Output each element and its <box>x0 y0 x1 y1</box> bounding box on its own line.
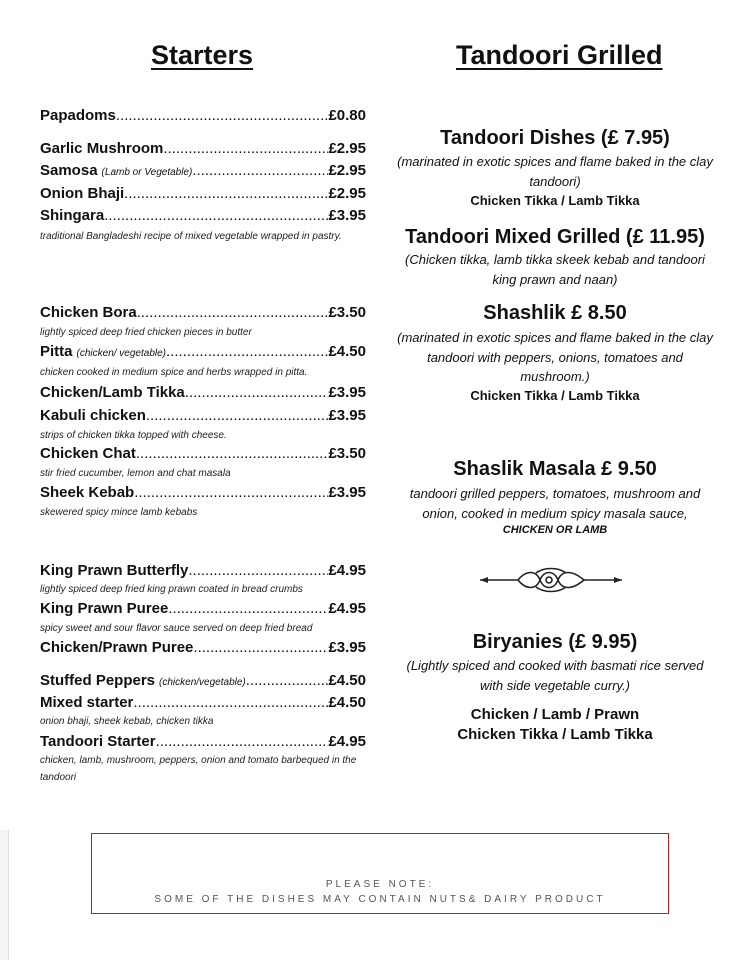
item-price: £4.95 <box>328 733 366 750</box>
item-name: Samosa <box>40 162 98 179</box>
dish-title: Shashlik £ 8.50 <box>483 302 627 324</box>
menu-item <box>40 343 366 360</box>
item-name: Garlic Mushroom <box>40 140 164 157</box>
dish-title: Shaslik Masala £ 9.50 <box>453 458 657 480</box>
biryani-title: Biryanies (£ 9.95) <box>472 631 638 653</box>
item-price: £2.95 <box>328 162 366 179</box>
notice-text: SOME OF THE DISHES MAY CONTAIN NUTS& DAIRY PRODUCT <box>154 894 606 905</box>
dish-options: CHICKEN OR LAMB <box>502 524 608 536</box>
dish-description: tandoori grilled peppers, tomatoes, mushroom and onion, cooked in medium spicy masala sauce, <box>409 486 701 521</box>
allergy-notice-box <box>91 833 669 914</box>
item-note: (chicken/ vegetable) <box>76 348 167 359</box>
item-description: spicy sweet and sour flavor sauce served on deep fried bread <box>40 623 313 634</box>
item-name: King Prawn Puree <box>40 600 169 617</box>
menu-item <box>40 162 366 179</box>
menu-item <box>40 140 366 157</box>
item-name: Chicken Chat <box>40 445 136 462</box>
tandoori-heading: Tandoori Grilled <box>456 40 663 70</box>
page-edge <box>0 830 9 960</box>
item-price: £4.95 <box>328 600 366 617</box>
starters-heading: Starters <box>151 40 254 70</box>
item-price: £3.95 <box>328 384 366 401</box>
item-price: £4.95 <box>328 562 366 579</box>
menu-item <box>40 304 366 321</box>
menu-item <box>40 185 366 202</box>
item-description: skewered spicy mince lamb kebabs <box>40 507 198 518</box>
item-name: Tandoori Starter <box>40 733 156 750</box>
item-name: Chicken/Prawn Puree <box>40 639 194 656</box>
dish-description: (marinated in exotic spices and flame baked in the clay tandoori with peppers, onions, tomatoes and mushroom.) <box>397 330 713 384</box>
item-price: £3.95 <box>328 407 366 424</box>
dish-description: (marinated in exotic spices and flame baked in the clay tandoori) <box>397 154 713 189</box>
item-name: Kabuli chicken <box>40 407 146 424</box>
item-name: Pitta <box>40 343 73 360</box>
item-description: strips of chicken tikka topped with cheese. <box>40 430 227 441</box>
item-description: lightly spiced deep fried king prawn coated in bread crumbs <box>40 584 303 595</box>
item-note: (chicken/vegetable) <box>159 677 246 688</box>
item-price: £4.50 <box>328 343 366 360</box>
item-name: Shingara <box>40 207 105 224</box>
menu-item <box>40 407 366 424</box>
biryani-description: (Lightly spiced and cooked with basmati rice served with side vegetable curry.) <box>406 658 704 693</box>
item-name: Mixed starter <box>40 694 134 711</box>
item-price: £3.95 <box>328 639 366 656</box>
item-name: Sheek Kebab <box>40 484 135 501</box>
ornament-divider-icon <box>478 565 624 595</box>
item-name: Stuffed Peppers <box>40 672 156 689</box>
menu-item <box>40 484 366 501</box>
menu-item <box>40 562 366 579</box>
menu-item <box>40 107 366 124</box>
item-description: onion bhaji, sheek kebab, chicken tikka <box>40 716 214 727</box>
item-note: (Lamb or Vegetable) <box>101 167 193 178</box>
menu-item <box>40 207 366 224</box>
item-name: King Prawn Butterfly <box>40 562 189 579</box>
dish-options: Chicken Tikka / Lamb Tikka <box>470 388 640 403</box>
menu-item <box>40 672 366 689</box>
menu-item <box>40 694 366 711</box>
notice-title: PLEASE NOTE: <box>325 879 435 890</box>
item-name: Chicken/Lamb Tikka <box>40 384 185 401</box>
item-name: Papadoms <box>40 107 116 124</box>
item-description: lightly spiced deep fried chicken pieces in butter <box>40 327 252 338</box>
item-description: stir fried cucumber, lemon and chat masala <box>40 468 231 479</box>
item-price: £2.95 <box>328 185 366 202</box>
menu-item <box>40 600 366 617</box>
biryani-options: Chicken Tikka / Lamb Tikka <box>457 726 653 743</box>
item-description: chicken cooked in medium spice and herbs wrapped in pitta. <box>40 367 308 378</box>
dish-options: Chicken Tikka / Lamb Tikka <box>470 193 640 208</box>
item-price: £4.50 <box>328 672 366 689</box>
item-price: £3.95 <box>328 484 366 501</box>
menu-item <box>40 639 366 656</box>
item-price: £4.50 <box>328 694 366 711</box>
item-price: £3.50 <box>328 304 366 321</box>
dish-title: Tandoori Dishes (£ 7.95) <box>440 127 670 149</box>
item-price: £3.50 <box>328 445 366 462</box>
item-description: traditional Bangladeshi recipe of mixed vegetable wrapped in pastry. <box>40 231 342 242</box>
dish-description: (Chicken tikka, lamb tikka skeek kebab and tandoori king prawn and naan) <box>405 252 705 287</box>
menu-item <box>40 445 366 462</box>
item-name: Onion Bhaji <box>40 185 125 202</box>
item-description: chicken, lamb, mushroom, peppers, onion and tomato barbequed in the tandoori <box>40 755 357 783</box>
item-price: £0.80 <box>328 107 366 124</box>
biryani-options: Chicken / Lamb / Prawn <box>470 706 640 723</box>
menu-item <box>40 384 366 401</box>
item-price: £2.95 <box>328 140 366 157</box>
item-name: Chicken Bora <box>40 304 137 321</box>
item-price: £3.95 <box>328 207 366 224</box>
menu-item <box>40 733 366 750</box>
dish-title: Tandoori Mixed Grilled (£ 11.95) <box>405 226 705 248</box>
